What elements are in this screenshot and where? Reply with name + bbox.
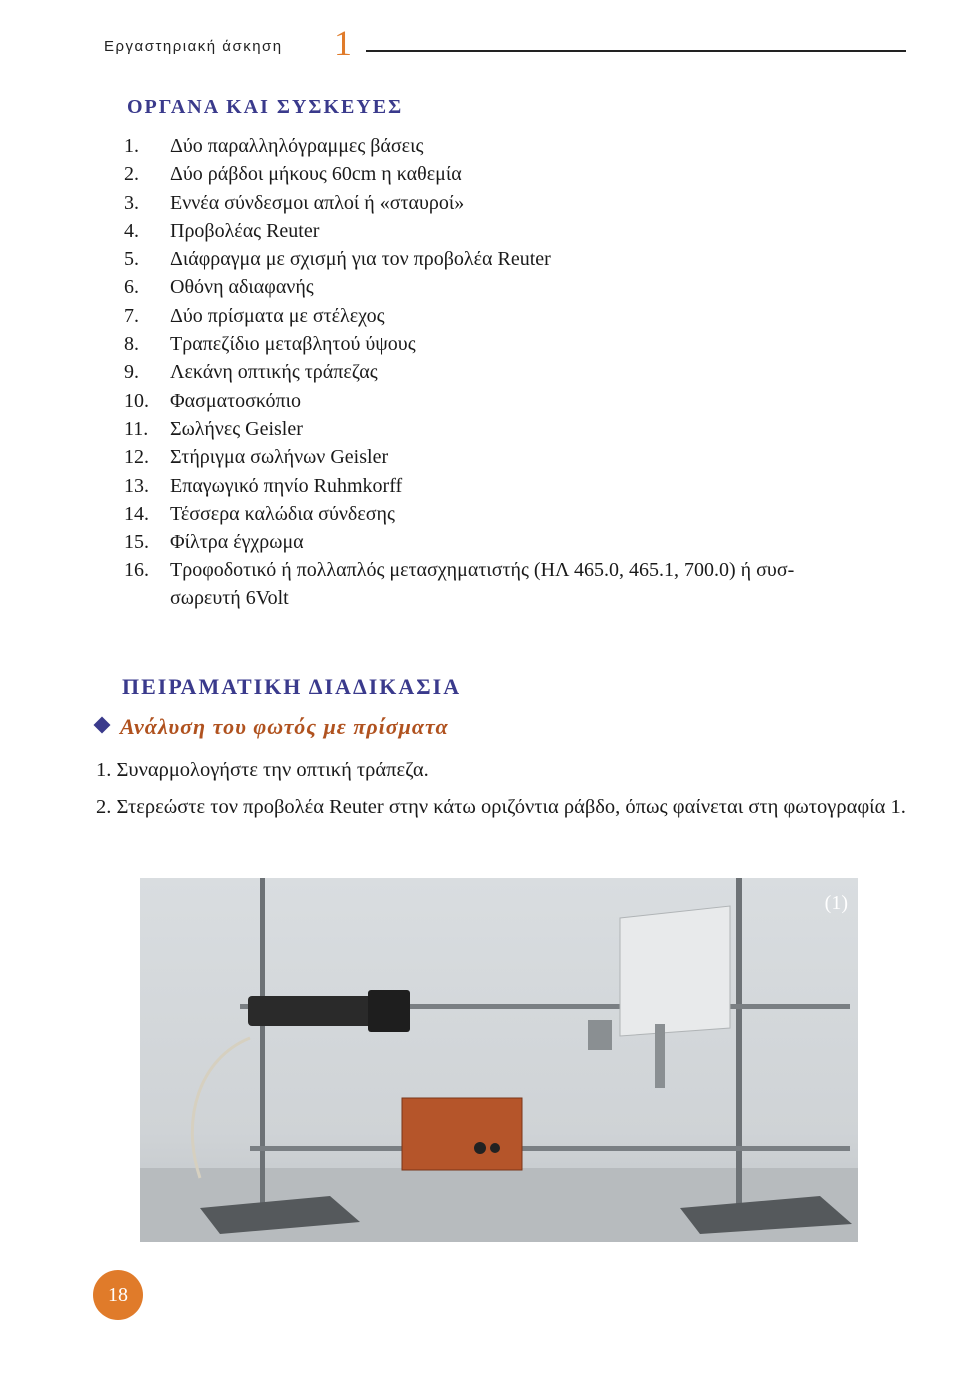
- item-number: 2.: [124, 163, 139, 186]
- step-2: 2. Στερεώστε τον προβολέα Reuter στην κάτω οριζόντια ράβδο, όπως φαίνεται στη φωτογραφία 1.: [96, 796, 906, 818]
- page-number-badge: 18: [93, 1270, 143, 1320]
- item-text: Τροφοδοτικό ή πολλαπλός μετασχηματιστής (ΗΛ 465.0, 465.1, 700.0) ή συσ-: [170, 559, 795, 582]
- list-item: [124, 330, 794, 358]
- list-item: [124, 189, 794, 217]
- list-item: [124, 556, 794, 612]
- equipment-title: ΟΡΓΑΝΑ ΚΑΙ ΣΥΣΚΕΥΕΣ: [127, 96, 404, 118]
- item-number: 6.: [124, 276, 139, 299]
- header-title: Εργαστηριακή άσκηση: [104, 38, 283, 55]
- item-number: 16.: [124, 559, 149, 582]
- screen-stand: [655, 1024, 665, 1088]
- item-number: 3.: [124, 191, 139, 214]
- item-text-continuation: σωρευτή 6Volt: [170, 587, 289, 610]
- list-item: [124, 528, 794, 556]
- list-item: [124, 217, 794, 245]
- exercise-number: 1: [334, 23, 352, 63]
- photo-label: (1): [824, 892, 848, 914]
- list-item: [124, 132, 794, 160]
- projector-lens: [368, 990, 410, 1032]
- item-text: Σωλήνες Geisler: [170, 417, 303, 440]
- list-item: [124, 358, 794, 386]
- item-text: Φασματοσκόπιο: [170, 389, 302, 412]
- apparatus-illustration: [140, 878, 858, 1242]
- list-item: [124, 500, 794, 528]
- item-number: 15.: [124, 531, 149, 554]
- item-text: Τραπεζίδιο μεταβλητού ύψους: [170, 333, 416, 356]
- page-header: [104, 22, 906, 62]
- list-item: [124, 273, 794, 301]
- item-text: Λεκάνη οπτικής τράπεζας: [170, 361, 378, 384]
- screen: [620, 906, 730, 1036]
- item-number: 8.: [124, 333, 139, 356]
- item-text: Εννέα σύνδεσμοι απλοί ή «σταυροί»: [170, 191, 465, 214]
- power-knob: [490, 1143, 500, 1153]
- item-text: Διάφραγμα με σχισμή για τον προβολέα Reuter: [170, 248, 551, 271]
- item-number: 7.: [124, 304, 139, 327]
- item-text: Οθόνη αδιαφανής: [170, 276, 314, 299]
- item-number: 1.: [124, 135, 139, 157]
- diamond-bullet-icon: [94, 717, 111, 734]
- list-item: [124, 443, 794, 471]
- header-rule: [366, 50, 906, 52]
- list-item: [124, 472, 794, 500]
- item-text: Τέσσερα καλώδια σύνδεσης: [170, 502, 395, 525]
- item-text: Φίλτρα έγχρωμα: [170, 531, 304, 554]
- list-item: [124, 245, 794, 273]
- subheading-text: Ανάλυση του φωτός με πρίσματα: [120, 714, 449, 739]
- vertical-rod-left: [260, 878, 265, 1208]
- power-supply: [402, 1098, 522, 1170]
- item-number: 14.: [124, 502, 149, 525]
- item-text: Δύο παραλληλόγραμμες βάσεις: [170, 135, 424, 157]
- list-item: [124, 302, 794, 330]
- item-text: Επαγωγικό πηνίο Ruhmkorff: [170, 474, 403, 497]
- item-text: Στήριγμα σωλήνων Geisler: [170, 446, 389, 469]
- item-number: 11.: [124, 417, 149, 440]
- clamp: [588, 1020, 612, 1050]
- item-text: Δύο πρίσματα με στέλεχος: [170, 304, 385, 327]
- list-item: [124, 415, 794, 443]
- item-text: Δύο ράβδοι μήκους 60cm η καθεμία: [170, 163, 462, 186]
- vertical-rod-right: [736, 878, 742, 1208]
- power-knob: [474, 1142, 486, 1154]
- item-number: 13.: [124, 474, 149, 497]
- horizontal-rod-lower: [250, 1146, 850, 1151]
- item-text: Προβολέας Reuter: [170, 219, 320, 242]
- cable: [192, 1038, 250, 1178]
- item-number: 10.: [124, 389, 149, 412]
- subheading: [96, 714, 449, 740]
- item-number: 12.: [124, 446, 149, 469]
- procedure-title: ΠΕΙΡΑΜΑΤΙΚΗ ΔΙΑΔΙΚΑΣΙΑ: [122, 674, 462, 699]
- item-number: 5.: [124, 248, 139, 271]
- item-number: 4.: [124, 219, 139, 242]
- equipment-list: [124, 132, 794, 612]
- list-item: [124, 160, 794, 188]
- item-number: 9.: [124, 361, 139, 384]
- step-1: 1. Συναρμολογήστε την οπτική τράπεζα.: [96, 759, 429, 781]
- list-item: [124, 387, 794, 415]
- apparatus-photo: [140, 878, 858, 1242]
